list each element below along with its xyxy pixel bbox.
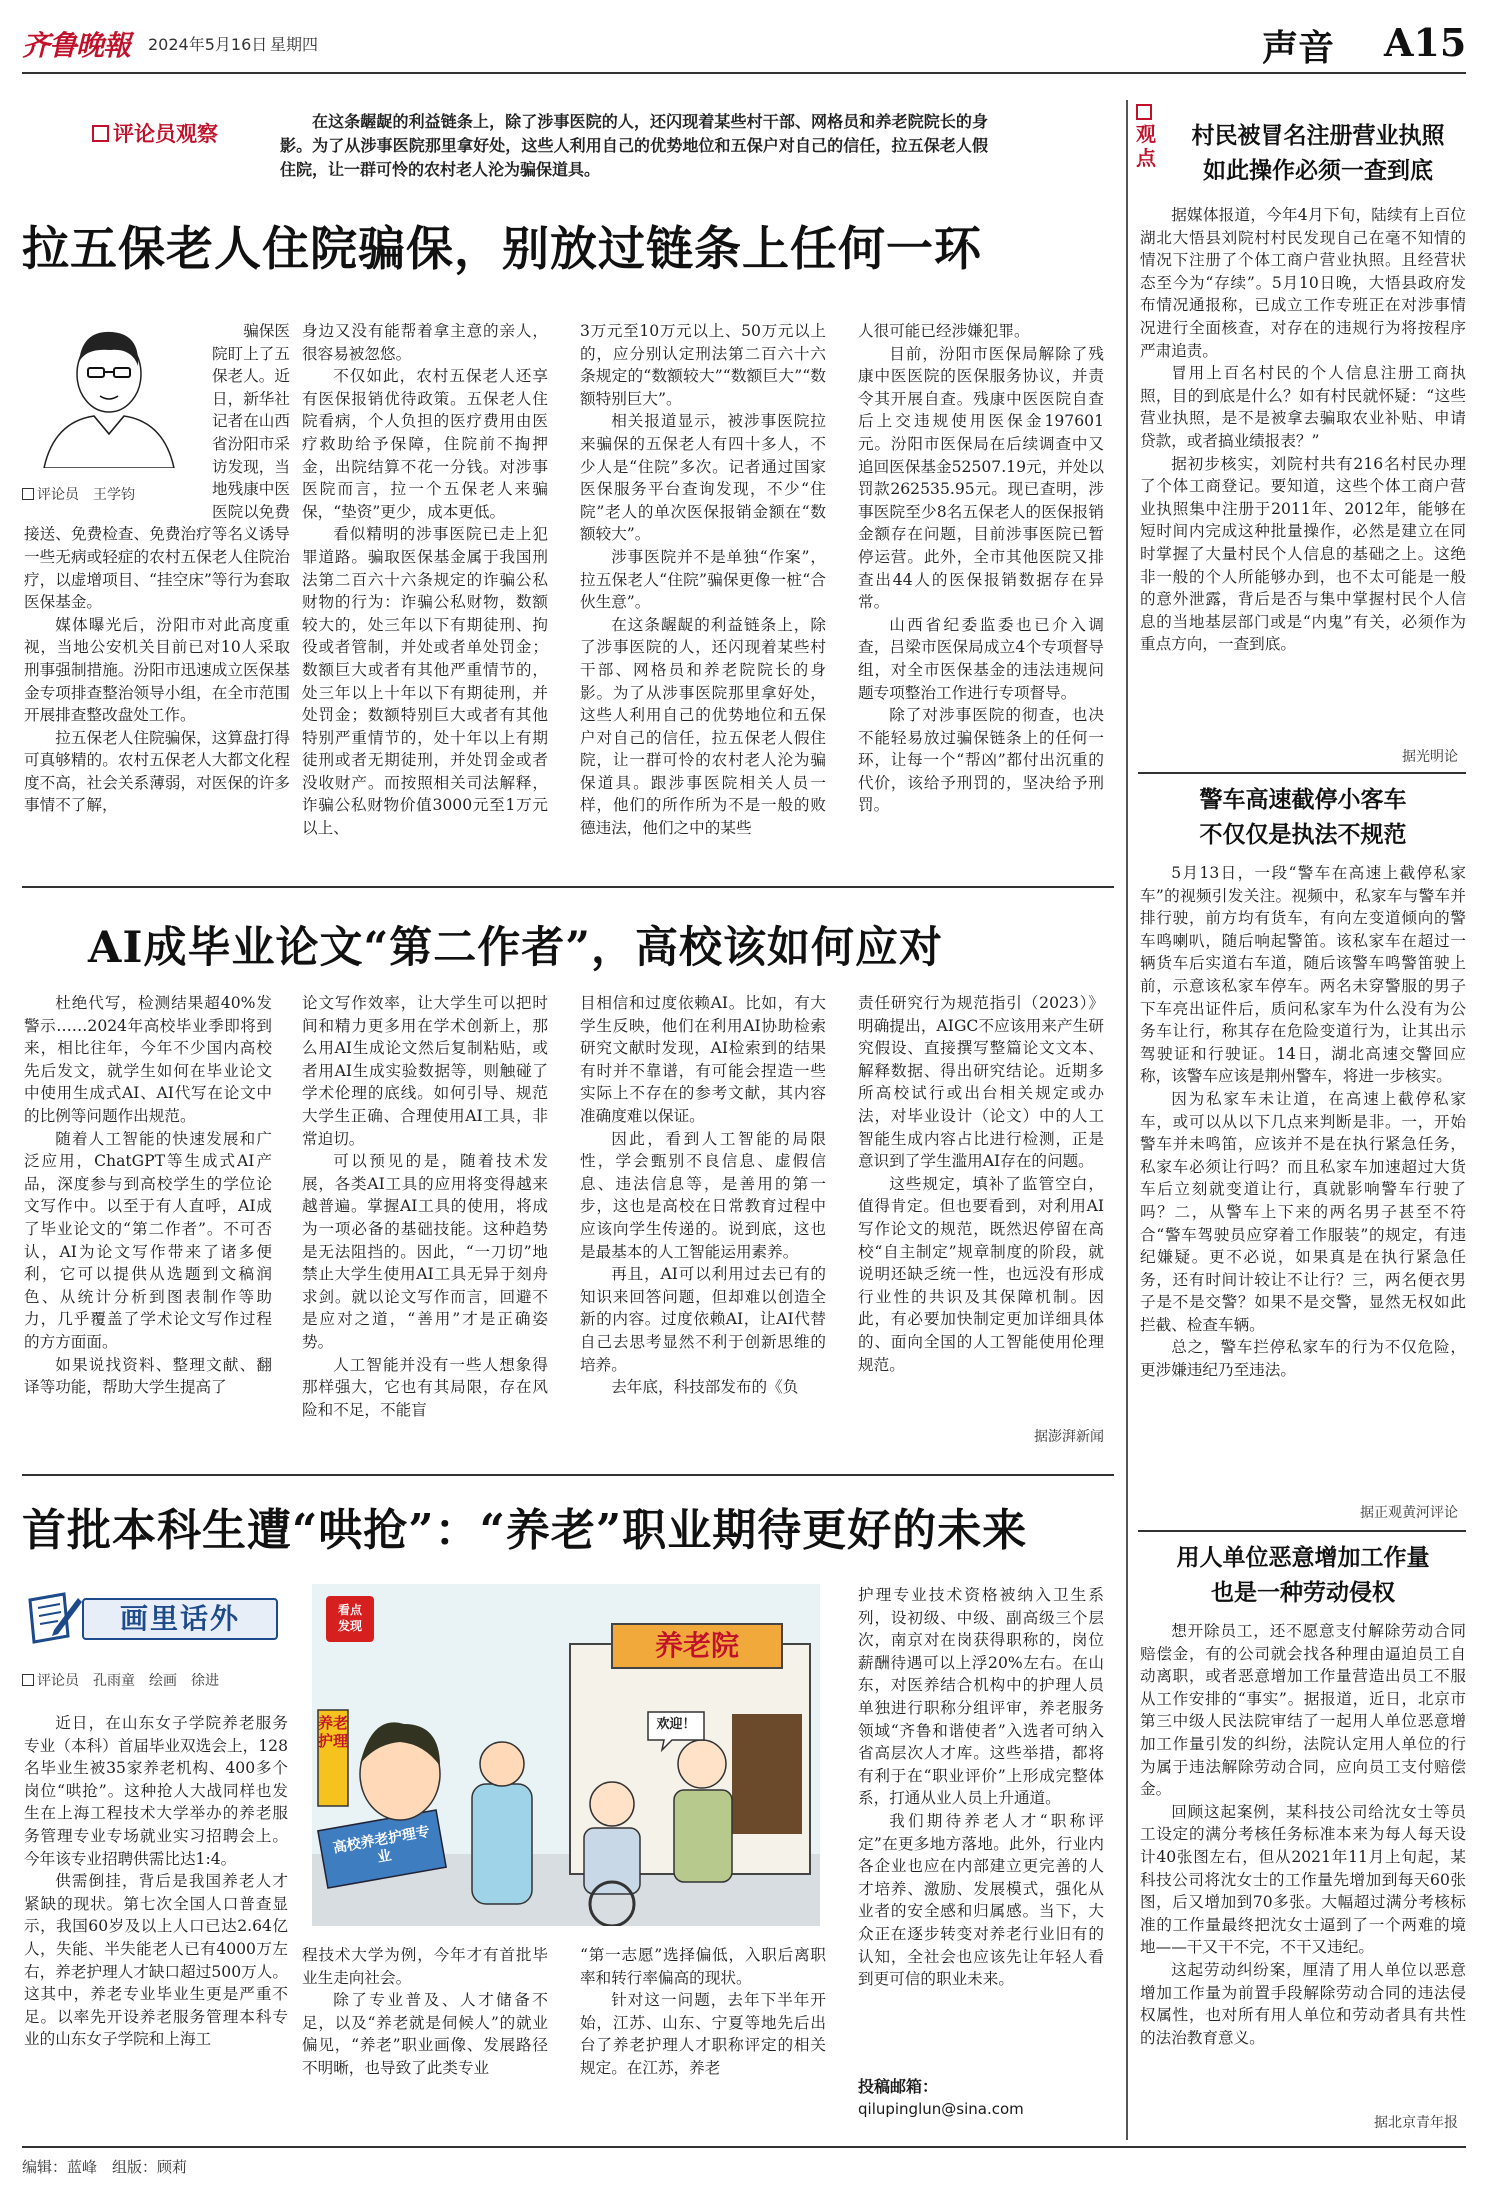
column-divider	[1126, 100, 1128, 2140]
article3-headline: 首批本科生遭“哄抢”：“养老”职业期待更好的未来	[22, 1505, 1028, 1556]
observer-intro: 在这条龌龊的利益链条上，除了涉事医院的人，还闪现着某些村干部、网格员和养老院院长的身影。为了从涉事医院那里拿好处，这些人利用自己的优势地位和五保户对自己的信任，拉五保老人假住院，让一群可怜的农村老人沦为骗保道具。	[280, 112, 988, 179]
viewpoint-tag	[1136, 104, 1162, 170]
side3-source: 据北京青年报	[1374, 2115, 1458, 2131]
side1-headline: 村民被冒名注册营业执照 如此操作必须一查到底	[1191, 122, 1445, 184]
submission-email	[858, 2076, 1104, 2120]
elderly-care-illustration	[312, 1584, 820, 1926]
side2-source: 据正观黄河评论	[1360, 1505, 1458, 1521]
article3-column-2: 程技术大学为例，今年才有首批毕业生走向社会。 除了专业普及、人才储备不足，以及“养老就是伺候人”的就业偏见，“养老”职业画像、发展路径不明晰，也导致了此类专业	[302, 1946, 548, 2077]
footer-credits: 编辑：蓝峰 组版：顾莉	[22, 2158, 188, 2176]
sign-door: 养老院	[654, 1629, 739, 1662]
box-icon	[1136, 104, 1152, 120]
divider	[1138, 1530, 1466, 1532]
observer-label: 评论员观察	[113, 121, 218, 146]
sign-student: 高校养老护理专业	[331, 1823, 432, 1866]
illustration-tag: 看点 发现	[326, 1596, 374, 1642]
footer-rule	[22, 2146, 1466, 2148]
article1-column-2: 身边又没有能帮着拿主意的亲人，很容易被忽悠。 不仅如此，农村五保老人还享有医保报销优待政策。五保老人住院看病，个人负担的医疗费用由医疗救助给予保障，住院前不掏押金，出院结算不花一分钱。对涉事医院而言，拉一个五保老人来骗保，“垫资”更少，成本更低。 看似精明的涉事医院已走上犯罪道路。骗取医保基金属于我国刑法第二百六十六条规定的诈骗公私财物的行为：诈骗公私财物，数额较大的，处三年以下有期徒刑、拘役或者管制，并处或者单处罚金；数额巨大或者有其他严重情节的，处三年以上十年以下有期徒刑，并处罚金；数额特别巨大或者有其他特别严重情节的，处十年以上有期徒刑或者无期徒刑，并处罚金或者没收财产。而按照相关司法解释，诈骗公私财物价值3000元至1万元以上、	[302, 322, 548, 838]
page-number: A15	[1384, 20, 1467, 65]
column-title: 画里话外	[119, 1602, 240, 1635]
box-icon	[92, 125, 109, 142]
article1-column-1: 骗保医院盯上了五保老人。近日，新华社记者在山西省汾阳市采访发现，当地残康中医医院以免费接送、免费检查、免费治疗等名义诱导一些无病或轻症的农村五保老人住院治疗，以虚增项目、“挂空床”等行为套取医保基金。 媒体曝光后，汾阳市对此高度重视，当地公安机关目前已对10人采取刑事强制措施。汾阳市迅速成立医保基金专项排查整治领导小组，在全市范围开展排查整改盘处工作。 拉五保老人住院骗保，这算盘打得可真够精的。农村五保老人大都文化程度不高，社会关系薄弱，对医保的许多事情不了解，	[24, 322, 290, 815]
article2-column-3: 目相信和过度依赖AI。比如，有大学生反映，他们在利用AI协助检索研究文献时发现，AI检索到的结果有时并不靠谱，有可能会捏造一些实际上不存在的参考文献，其内容准确度难以保证。 因此，看到人工智能的局限性，学会甄别不良信息、虚假信息、违法信息等，是善用的第一步，这也是高校在日常教育过程中应该向学生传递的。说到底，这也是最基本的人工智能运用素养。 再且，AI可以利用过去已有的知识来回答问题，但却难以创造全新的内容。过度依赖AI，让AI代替自己去思考显然不利于创新思维的培养。 去年底，科技部发布的《负	[580, 994, 826, 1397]
divider	[22, 1474, 1114, 1476]
article3-column-1: 近日，在山东女子学院养老服务专业（本科）首届毕业双选会上，128名毕业生被35家养老机构、400多个岗位“哄抢”。这种抢人大战同样也发生在上海工程技术大学举办的养老服务管理专业专场就业实习招聘会上。今年该专业招聘供需比达1:4。 供需倒挂，背后是我国养老人才紧缺的现状。第七次全国人口普查显示，我国60岁及以上人口已达2.64亿人，失能、半失能老人已有4000万左右，养老护理人才缺口超过500万人。这其中，养老专业毕业生更是严重不足。以率先开设养老服务管理本科专业的山东女子学院和上海工	[24, 1714, 288, 2049]
article2-column-1: 杜绝代写，检测结果超40%发警示……2024年高校毕业季即将到来，相比往年，今年不少国内高校先后发文，就学生如何在毕业论文中使用生成式AI、AI代写在论文中的比例等问题作出规范。 随着人工智能的快速发展和广泛应用，ChatGPT等生成式AI产品，深度参与到高校学生的学位论文写作中。以至于有人直呼，AI成了毕业论文的“第二作者”。不可否认，AI为论文写作带来了诸多便利，它可以提供从选题到文稿润色、从统计分析到图表制作等助力，几乎覆盖了学术论文写作过程的方方面面。 如果说找资料、整理文献、翻译等功能，帮助大学生提高了	[24, 994, 272, 1397]
side3-headline: 用人单位恶意增加工作量 也是一种劳动侵权	[1176, 1544, 1430, 1606]
article1-column-3: 3万元至10万元以上、50万元以上的，应分别认定刑法第二百六十六条规定的“数额较大”“数额巨大”“数额特别巨大”。 相关报道显示，被涉事医院拉来骗保的五保老人有四十多人，不少人是“住院”多次。记者通过国家医保服务平台查询发现，不少“住院”老人的单次医保报销金额在“数额较大”。 涉事医院并不是单独“作案”，拉五保老人“住院”骗保更像一桩“合伙生意”。 在这条龌龊的利益链条上，除了涉事医院的人，还闪现着某些村干部、网格员和养老院院长的身影。为了从涉事医院那里拿好处，这些人利用自己的优势地位和五保户对自己的信任，拉五保老人假住院，让一群可怜的农村老人沦为骗保道具。跟涉事医院相关人员一样，他们的所作所为不是一般的败德违法，他们之中的某些	[580, 322, 826, 838]
article3-column-3: “第一志愿”选择偏低，入职后离职率和转行率偏高的现状。 针对这一问题，去年下半年开始，江苏、山东、宁夏等地先后出台了养老护理人才职称评定的相关规定。在江苏，养老	[580, 1946, 826, 2077]
article3-byline: 评论员 孔雨童 绘画 徐进	[22, 1670, 219, 1690]
viewpoint-label: 观点	[1136, 122, 1156, 170]
column-banner	[24, 1590, 278, 1646]
issue-weekday: 星期四	[270, 35, 319, 54]
issue-date: 2024年5月16日	[148, 35, 268, 54]
newspaper-logo: 齐鲁晚報	[22, 29, 131, 62]
observer-tag	[92, 118, 218, 148]
article2-column-4: 责任研究行为规范指引（2023）》明确提出，AIGC不应该用来产生研究假设、直接撰写整篇论文文本、解释数据、得出研究结论。近期多所高校试行或出台相关规定或办法，对毕业设计（论文）中的人工智能生成内容占比进行检测，正是意识到了学生滥用AI存在的问题。 这些规定，填补了监管空白，值得肯定。但也要看到，对利用AI写作论文的规范，既然迟停留在高校“自主制定”规章制度的阶段，就说明还缺乏统一性，也远没有形成行业性的共识及其保障机制。因此，有必要加快制定更加详细具体的、面向全国的人工智能使用伦理规范。	[858, 994, 1104, 1374]
divider	[22, 886, 1114, 888]
article2-column-2: 论文写作效率，让大学生可以把时间和精力更多用在学术创新上，那么用AI生成论文然后复制粘贴，或者用AI生成实验数据等，则触碰了学术伦理的底线。如何引导、规范大学生正确、合理使用AI工具，非常迫切。 可以预见的是，随着技术发展，各类AI工具的应用将变得越来越普遍。掌握AI工具的使用，将成为一项必备的基础技能。这种趋势是无法阻挡的。因此，“一刀切”地禁止大学生使用AI工具无异于刻舟求剑。就以论文写作而言，回避不是应对之道，“善用”才是正确姿势。 人工智能并没有一些人想象得那样强大，它也有其局限，存在风险和不足，不能盲	[302, 994, 548, 1419]
article1-headline: 拉五保老人住院骗保，别放过链条上任何一环	[22, 222, 982, 277]
article1-byline: 评论员 王学钧	[22, 484, 135, 504]
side1-body: 据媒体报道，今年4月下旬，陆续有上百位湖北大悟县刘院村村民发现自己在毫不知情的情况下注册了个体工商户营业执照。且经营状态至今为“存续”。5月10日晚，大悟县政府发布情况通报称，已成立工作专班正在对涉事情况进行全面核查，对存在的违规行为将按程序严肃追责。 冒用上百名村民的个人信息注册工商执照，目的到底是什么？如有村民就怀疑：“这些营业执照，是不是被拿去骗取农业补贴、申请贷款，或者搞业绩报表？” 据初步核实，刘院村共有216名村民办理了个体工商登记。要知道，这些个体工商户营业执照集中注册于2011年、2012年，能够在短时间内完成这种批量操作，必然是建立在同时掌握了大量村民个人信息的基础之上。这绝非一般的个人所能够办到，也不太可能是一般的意外泄露，背后是否与集中掌握村民个人信息的当地基层部门或是“内鬼”有关，必须作为重点方向，一查到底。	[1140, 206, 1466, 654]
article2-source: 据澎湃新闻	[1034, 1429, 1104, 1445]
box-icon	[22, 1674, 34, 1686]
email-label: 投稿邮箱：	[858, 2077, 939, 2096]
masthead	[22, 18, 1466, 74]
side3-body: 想开除员工，还不愿意支付解除劳动合同赔偿金，有的公司就会找各种理由逼迫员工自动离职，或者恶意增加工作量营造出员工不服从工作安排的“事实”。据报道，近日，北京市第三中级人民法院审结了一起用人单位恶意增加工作量引发的纠纷，法院认定用人单位的行为属于违法解除劳动合同，应向员工支付赔偿金。 回顾这起案例，某科技公司给沈女士等员工设定的满分考核任务标准本来为每人每天设计40张图左右，但从2021年11月上旬起，某科技公司将沈女士的工作量先增加到每天60张图，后又增加到70多张。大幅超过满分考核标准的工作量最终把沈女士逼到了一个两难的境地——干又干不完，不干又违纪。 这起劳动纠纷案，厘清了用人单位以恶意增加工作量为前置手段解除劳动合同的违法侵权属性，也对所有用人单位和劳动者具有共性的法治教育意义。	[1140, 1622, 1466, 2047]
side1-source: 据光明论	[1402, 749, 1458, 765]
article3-column-4: 护理专业技术资格被纳入卫生系列，设初级、中级、副高级三个层次，南京对在岗获得职称的，岗位薪酬待遇可以上浮20%左右。在山东，对医养结合机构中的护理人员单独进行职称分组评审，养老服务领域“齐鲁和谐使者”入选者可纳入省高层次人才库。这些举措，都将有利于在“职业评价”上形成完整体系，打通从业人员上升通道。 我们期待养老人才“职称评定”在更多地方落地。此外，行业内各企业也应在内部建立更完善的人才培养、激励、发展模式，强化从业者的安全感和归属感。当下，大众正在逐步转变对养老行业旧有的认知，全社会也应该先让年轻人看到更可信的职业未来。	[858, 1586, 1104, 1989]
sign-welcome: 欢迎！	[656, 1717, 696, 1732]
article2-headline: AI成毕业论文“第二作者”，高校该如何应对	[88, 923, 943, 973]
masthead-rule	[22, 72, 1466, 74]
side2-body: 5月13日，一段“警车在高速上截停私家车”的视频引发关注。视频中，私家车与警车并排行驶，前方均有货车，有向左变道倾向的警车鸣喇叭，随后响起警笛。该私家车在超过一辆货车后实道右车道，随后该警车鸣警笛驶上前，示意该私家车停车。两名未穿警服的男子下车亮出证件后，质问私家车为什么没有为公务车让行，称其存在危险变道行为，让其出示驾驶证和行驶证。14日，湖北高速交警回应称，该警车应该是荆州警车，将进一步核实。 因为私家车未让道，在高速上截停私家车，或可以从以下几点来判断是非。一，开始警车并未鸣笛，应该并不是在执行紧急任务，私家车必须让行吗？而且私家车加速超过大货车后立刻就变道让行，真就影响警车行驶了吗？二，从警车上下来的两名男子甚至不符合“警车驾驶员应穿着工作服装”的规定，有违纪嫌疑。更不必说，如果真是在执行紧急任务，还有时间计较让不让行？三，两名便衣男子是不是交警？如果不是交警，显然无权如此拦截、检查车辆。 总之，警车拦停私家车的行为不仅危险，更涉嫌违纪乃至违法。	[1140, 864, 1466, 1380]
divider	[1138, 772, 1466, 774]
sign-left: 养老护理	[318, 1714, 349, 1750]
column-title-box	[82, 1598, 278, 1640]
email-address[interactable]: qilupinglun@sina.com	[858, 2100, 1024, 2118]
section-name: 声音	[1262, 27, 1335, 69]
side2-headline: 警车高速截停小客车 不仅仅是执法不规范	[1199, 786, 1407, 848]
portrait-float	[24, 320, 212, 510]
pen-paper-icon	[24, 1590, 84, 1646]
article1-column-4: 人很可能已经涉嫌犯罪。 目前，汾阳市医保局解除了残康中医医院的医保服务协议，并责令其开展自查。残康中医医院自查后上交违规使用医保金197601元。汾阳市医保局在后续调查中又追回医保基金52507.19元，并处以罚款262535.95元。现已查明，涉事医院至少8名五保老人的医保报销金额存在问题，目前涉事医院已暂停运营。此外，全市其他医院又排查出44人的医保报销数据存在异常。 山西省纪委监委也已介入调查，吕梁市医保局成立4个专项督导组，对全市医保基金的违法违规问题专项整治工作进行专项督导。 除了对涉事医院的彻查，也决不能轻易放过骗保链条上的任何一环，让每一个“帮凶”都付出沉重的代价，该给予刑罚的，坚决给予刑罚。	[858, 322, 1104, 815]
